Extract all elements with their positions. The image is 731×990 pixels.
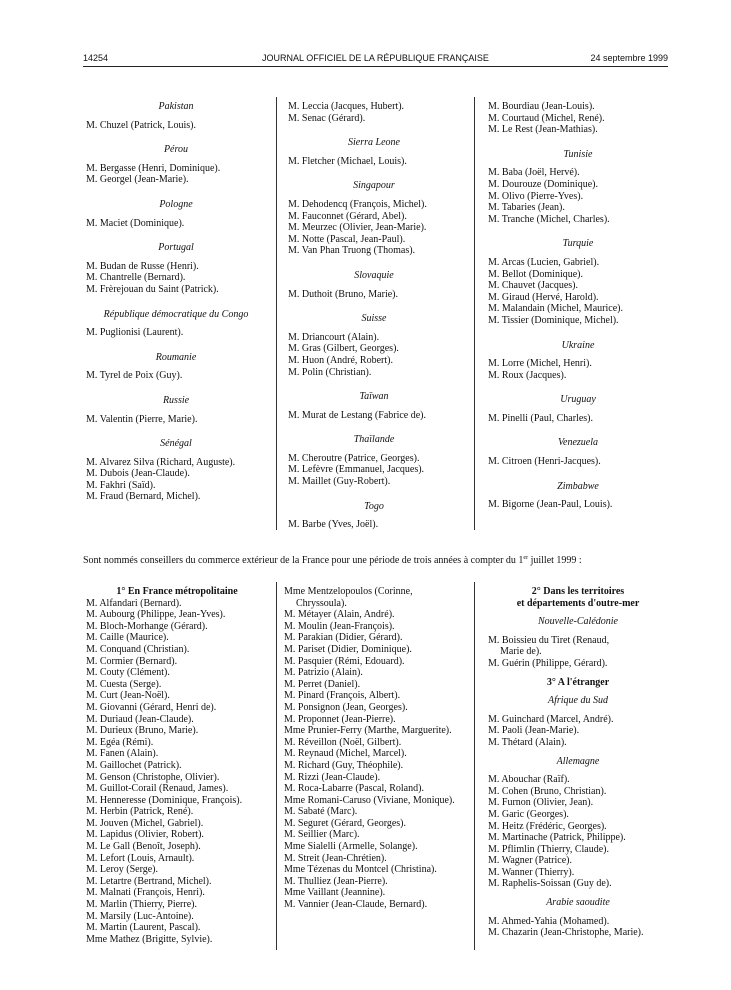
- country-heading: Pérou: [163, 144, 189, 156]
- name-entry: M. Malandain (Michel, Maurice).: [488, 303, 623, 315]
- spacer: [488, 136, 668, 149]
- spacer: [288, 257, 460, 270]
- issue-date: 24 septembre 1999: [590, 53, 668, 63]
- name-entry: M. Pasquier (Rémi, Edouard).: [284, 655, 405, 667]
- name-entry: Mme Vaillant (Jeannine).: [284, 887, 386, 899]
- name-entry: Mme Tézenas du Montcel (Christina).: [284, 864, 437, 876]
- name-entry: M. Rizzi (Jean-Claude).: [284, 771, 381, 783]
- name-entry: M. Roca-Labarre (Pascal, Roland).: [284, 783, 424, 795]
- name-entry: M. Paoli (Jean-Marie).: [488, 725, 580, 737]
- spacer: [86, 131, 266, 144]
- name-entry: M. Martin (Laurent, Pascal).: [86, 922, 201, 934]
- name-entry: M. Henneresse (Dominique, François).: [86, 794, 243, 806]
- name-entry: M. Wagner (Patrice).: [488, 855, 572, 867]
- spacer: [288, 325, 460, 332]
- name-entry: M. Bigorne (Jean-Paul, Louis).: [488, 499, 613, 511]
- name-entry: M. Puglionisi (Laurent).: [86, 327, 184, 339]
- spacer: [288, 446, 460, 453]
- country-heading: Singapour: [353, 180, 395, 192]
- name-entry: M. Lorre (Michel, Henri).: [488, 358, 592, 370]
- name-entry: M. Alvarez Silva (Richard, Auguste).: [86, 456, 236, 468]
- section-heading: 1° En France métropolitaine: [116, 586, 238, 597]
- bottom-column-2: [284, 586, 474, 911]
- spacer: [488, 670, 668, 677]
- country-heading: Tunisie: [563, 148, 593, 160]
- country-heading: Venezuela: [558, 437, 598, 449]
- name-entry: M. Tabaries (Jean).: [488, 202, 565, 214]
- name-entry: M. Bergasse (Henri, Dominique).: [86, 162, 221, 174]
- spacer: [288, 421, 460, 434]
- country-heading: Thaïlande: [353, 434, 395, 446]
- name-entry: M. Herbin (Patrick, René).: [86, 806, 194, 818]
- name-entry: M. Courtaud (Michel, René).: [488, 112, 605, 124]
- spacer: [488, 351, 668, 358]
- name-entry: M. Senac (Gérard).: [288, 112, 366, 124]
- name-entry: M. Heitz (Frédéric, Georges).: [488, 820, 607, 832]
- name-entry: M. Cohen (Bruno, Christian).: [488, 785, 607, 797]
- spacer: [86, 296, 266, 309]
- name-entry: M. Patrizio (Alain).: [284, 667, 363, 679]
- name-entry: M. Moulin (Jean-François).: [284, 620, 395, 632]
- name-entry: M. Pinelli (Paul, Charles).: [488, 412, 593, 424]
- name-entry: M. Giraud (Hervé, Harold).: [488, 291, 599, 303]
- spacer: [86, 450, 266, 457]
- name-entry: M. Métayer (Alain, André).: [284, 609, 395, 621]
- spacer: [288, 378, 460, 391]
- spacer: [488, 160, 668, 167]
- name-entry: M. Duriaud (Jean-Claude).: [86, 713, 194, 725]
- country-heading: Ukraine: [561, 339, 595, 351]
- name-entry: M. Genson (Christophe, Olivier).: [86, 771, 220, 783]
- name-entry: M. Duthoit (Bruno, Marie).: [288, 288, 398, 300]
- page-number: 14254: [83, 53, 109, 63]
- column-divider: [474, 582, 475, 950]
- top-column-2: [288, 101, 460, 531]
- country-heading: Arabie saoudite: [546, 897, 610, 909]
- name-entry: M. Streit (Jean-Chrétien).: [284, 852, 387, 864]
- section-heading: 2° Dans les territoires: [531, 586, 625, 597]
- country-heading: Roumanie: [155, 351, 197, 363]
- name-entry: M. Marsily (Luc-Antoine).: [86, 910, 194, 922]
- name-entry: M. Driancourt (Alain).: [288, 331, 380, 343]
- spacer: [488, 749, 668, 756]
- spacer: [288, 403, 460, 410]
- name-entry: M. Giovanni (Gérard, Henri de).: [86, 701, 217, 713]
- spacer: [488, 250, 668, 257]
- spacer: [488, 909, 668, 916]
- spacer: [488, 424, 668, 437]
- name-entry: Mme Romani-Caruso (Viviane, Monique).: [284, 794, 455, 806]
- name-entry: M. Bellot (Dominique).: [488, 268, 583, 280]
- name-entry: M. Gaillochet (Patrick).: [86, 759, 182, 771]
- header-rule: [83, 66, 668, 67]
- name-entry: M. Tissier (Dominique, Michel).: [488, 314, 619, 326]
- column-divider: [474, 97, 475, 530]
- spacer: [288, 124, 460, 137]
- name-entry: M. Jouven (Michel, Gabriel).: [86, 817, 204, 829]
- name-entry: M. Van Phan Truong (Thomas).: [288, 245, 416, 257]
- name-entry: M. Leroy (Serge).: [86, 864, 159, 876]
- name-entry: M. Meurzec (Olivier, Jean-Marie).: [288, 222, 427, 234]
- name-entry: M. Bloch-Morhange (Gérard).: [86, 620, 208, 632]
- spacer: [288, 300, 460, 313]
- name-entry: M. Le Gall (Benoît, Joseph).: [86, 841, 201, 853]
- top-column-3: [488, 101, 668, 511]
- name-entry: M. Pflimlin (Thierry, Claude).: [488, 843, 609, 855]
- page-header: [83, 53, 668, 65]
- country-heading: Zimbabwe: [557, 480, 599, 492]
- name-entry: M. Dubois (Jean-Claude).: [86, 468, 190, 480]
- name-entry: M. Notte (Pascal, Jean-Paul).: [288, 233, 406, 245]
- name-entry: M. Parakian (Didier, Gérard).: [284, 632, 403, 644]
- country-heading: Turquie: [562, 238, 594, 250]
- name-entry: M. Lefèvre (Emmanuel, Jacques).: [288, 464, 425, 476]
- country-heading: Sierra Leone: [348, 137, 400, 149]
- name-entry: M. Cuesta (Serge).: [86, 678, 162, 690]
- country-heading: Togo: [364, 500, 384, 512]
- name-entry: M. Thulliez (Jean-Pierre).: [284, 875, 388, 887]
- name-continuation: Chryssoula).: [296, 597, 347, 609]
- name-entry: M. Leccia (Jacques, Hubert).: [288, 101, 405, 112]
- name-entry: M. Marlin (Thierry, Pierre).: [86, 899, 197, 911]
- name-entry: M. Citroen (Henri-Jacques).: [488, 456, 601, 468]
- spacer: [86, 363, 266, 370]
- name-entry: M. Abouchar (Raïf).: [488, 774, 570, 786]
- name-entry: M. Baba (Joël, Hervé).: [488, 167, 580, 179]
- country-heading: Taïwan: [359, 391, 389, 403]
- name-entry: M. Garic (Georges).: [488, 808, 569, 820]
- name-entry: M. Murat de Lestang (Fabrice de).: [288, 409, 427, 421]
- spacer: [288, 512, 460, 519]
- name-entry: M. Tranche (Michel, Charles).: [488, 213, 610, 225]
- country-heading: Pologne: [159, 198, 193, 210]
- name-entry: M. Proponnet (Jean-Pierre).: [284, 713, 396, 725]
- name-entry: M. Aubourg (Philippe, Jean-Yves).: [86, 609, 226, 621]
- country-heading: Sénégal: [160, 438, 192, 450]
- statement-text: Sont nommés conseillers du commerce extérieur de la France pour une période de trois années à compter du 1: [83, 555, 524, 566]
- spacer: [86, 211, 266, 218]
- name-entry: Mme Mathez (Brigitte, Sylvie).: [86, 933, 213, 945]
- name-entry: M. Dehodencq (François, Michel).: [288, 198, 427, 210]
- spacer: [288, 192, 460, 199]
- spacer: [86, 320, 266, 327]
- spacer: [488, 449, 668, 456]
- name-entry: M. Malnati (François, Henri).: [86, 887, 205, 899]
- name-entry: M. Raphelis-Soissan (Guy de).: [488, 878, 612, 890]
- spacer: [86, 425, 266, 438]
- spacer: [488, 225, 668, 238]
- name-entry: Mme Sialelli (Armelle, Solange).: [284, 841, 418, 853]
- country-heading: République démocratique du Congo: [103, 308, 249, 320]
- country-heading: Nouvelle-Calédonie: [538, 616, 618, 628]
- name-entry: M. Egéa (Rémi).: [86, 736, 154, 748]
- spacer: [488, 707, 668, 714]
- spacer: [488, 406, 668, 413]
- name-entry: M. Maciet (Dominique).: [86, 217, 185, 229]
- name-entry: M. Lefort (Louis, Arnault).: [86, 852, 195, 864]
- name-entry: M. Polin (Christian).: [288, 366, 372, 378]
- name-entry: M. Sabaté (Marc).: [284, 806, 358, 818]
- spacer: [288, 488, 460, 501]
- country-heading: Allemagne: [556, 755, 600, 767]
- spacer: [488, 767, 668, 774]
- spacer: [488, 327, 668, 340]
- spacer: [86, 229, 266, 242]
- country-heading: Pakistan: [158, 101, 194, 112]
- name-entry: M. Fraud (Bernard, Michel).: [86, 491, 201, 503]
- spacer: [86, 254, 266, 261]
- top-column-1: [86, 101, 266, 503]
- name-entry: M. Georgel (Jean-Marie).: [86, 174, 189, 186]
- name-entry: Mme Mentzelopoulos (Corinne,: [284, 586, 413, 597]
- name-entry: M. Conquand (Christian).: [86, 643, 190, 655]
- name-entry: M. Guillot-Corail (Renaud, James).: [86, 783, 229, 795]
- statement-superscript: er: [523, 555, 529, 561]
- name-entry: M. Cormier (Bernard).: [86, 655, 178, 667]
- name-entry: M. Guérin (Philippe, Gérard).: [488, 657, 608, 669]
- name-entry: M. Pariset (Didier, Dominique).: [284, 643, 412, 655]
- spacer: [488, 381, 668, 394]
- name-entry: M. Chantrelle (Bernard).: [86, 272, 186, 284]
- spacer: [488, 890, 668, 897]
- country-heading: Portugal: [158, 242, 194, 254]
- column-divider: [276, 97, 277, 530]
- spacer: [488, 628, 668, 635]
- name-entry: M. Alfandari (Bernard).: [86, 597, 182, 609]
- bottom-column-3: [488, 586, 668, 939]
- name-entry: M. Chauvet (Jacques).: [488, 280, 578, 292]
- name-entry: M. Thétard (Alain).: [488, 736, 567, 748]
- name-entry: M. Vannier (Jean-Claude, Bernard).: [284, 899, 428, 911]
- name-entry: M. Reynaud (Michel, Marcel).: [284, 748, 407, 760]
- name-entry: M. Olivo (Pierre-Yves).: [488, 190, 584, 202]
- name-entry: M. Chazarin (Jean-Christophe, Marie).: [488, 927, 644, 939]
- spacer: [86, 156, 266, 163]
- name-entry: M. Couty (Clément).: [86, 667, 170, 679]
- statement-tail: juillet 1999 :: [528, 555, 582, 566]
- spacer: [488, 688, 668, 695]
- name-entry: M. Martinache (Patrick, Philippe).: [488, 832, 626, 844]
- spacer: [288, 282, 460, 289]
- journal-title: JOURNAL OFFICIEL DE LA RÉPUBLIQUE FRANÇAISE: [262, 53, 489, 63]
- bottom-column-1: [86, 586, 268, 945]
- name-entry: M. Durieux (Bruno, Marie).: [86, 725, 199, 737]
- spacer: [488, 609, 668, 616]
- spacer: [86, 339, 266, 352]
- name-entry: M. Guinchard (Marcel, André).: [488, 713, 614, 725]
- name-entry: M. Curt (Jean-Noël).: [86, 690, 170, 702]
- name-entry: M. Huon (André, Robert).: [288, 354, 393, 366]
- spacer: [86, 186, 266, 199]
- name-entry: M. Caille (Maurice).: [86, 632, 169, 644]
- name-entry: M. Wanner (Thierry).: [488, 866, 575, 878]
- name-entry: M. Barbe (Yves, Joël).: [288, 519, 379, 531]
- country-heading: Russie: [162, 394, 190, 406]
- section-heading: 3° A l'étranger: [546, 676, 610, 688]
- name-entry: M. Fletcher (Michael, Louis).: [288, 155, 407, 167]
- name-entry: Mme Prunier-Ferry (Marthe, Marguerite).: [284, 725, 452, 737]
- name-entry: M. Chuzel (Patrick, Louis).: [86, 119, 196, 131]
- name-entry: M. Maillet (Guy-Robert).: [288, 476, 391, 488]
- name-continuation: Marie de).: [500, 646, 542, 658]
- country-heading: Afrique du Sud: [548, 695, 608, 707]
- name-entry: M. Dourouze (Dominique).: [488, 178, 598, 190]
- appointment-statement: [83, 555, 668, 566]
- name-entry: M. Perret (Daniel).: [284, 678, 361, 690]
- spacer: [86, 382, 266, 395]
- country-heading: Suisse: [361, 313, 387, 325]
- name-entry: M. Lapidus (Olivier, Robert).: [86, 829, 204, 841]
- name-entry: M. Cheroutre (Patrice, Georges).: [288, 452, 420, 464]
- name-entry: M. Letartre (Bertrand, Michel).: [86, 875, 212, 887]
- name-entry: M. Bourdiau (Jean-Louis).: [488, 101, 595, 112]
- spacer: [488, 492, 668, 499]
- name-entry: M. Gras (Gilbert, Georges).: [288, 343, 399, 355]
- spacer: [86, 407, 266, 414]
- name-entry: M. Fanen (Alain).: [86, 748, 159, 760]
- name-entry: M. Réveillon (Noël, Gilbert).: [284, 736, 402, 748]
- section-heading: et départements d'outre-mer: [516, 597, 640, 609]
- name-entry: M. Furnon (Olivier, Jean).: [488, 797, 594, 809]
- name-entry: M. Pinard (François, Albert).: [284, 690, 401, 702]
- spacer: [86, 113, 266, 120]
- country-heading: Uruguay: [560, 394, 596, 406]
- name-entry: M. Fauconnet (Gérard, Abel).: [288, 210, 407, 222]
- spacer: [488, 468, 668, 481]
- name-entry: M. Valentin (Pierre, Marie).: [86, 413, 198, 425]
- column-divider: [276, 582, 277, 950]
- name-entry: M. Arcas (Lucien, Gabriel).: [488, 256, 600, 268]
- country-heading: Slovaquie: [354, 269, 394, 281]
- name-entry: M. Tyrel de Poix (Guy).: [86, 370, 183, 382]
- name-entry: M. Seillier (Marc).: [284, 829, 360, 841]
- name-entry: M. Budan de Russe (Henri).: [86, 260, 199, 272]
- name-entry: M. Frèrejouan du Saint (Patrick).: [86, 283, 219, 295]
- spacer: [288, 167, 460, 180]
- name-entry: M. Richard (Guy, Théophile).: [284, 759, 404, 771]
- name-entry: M. Fakhri (Saïd).: [86, 479, 156, 491]
- name-entry: M. Ponsignon (Jean, Georges).: [284, 701, 408, 713]
- spacer: [288, 149, 460, 156]
- name-entry: M. Ahmed-Yahia (Mohamed).: [488, 915, 610, 927]
- name-entry: M. Seguret (Gérard, Georges).: [284, 817, 406, 829]
- name-entry: M. Roux (Jacques).: [488, 369, 567, 381]
- name-entry: M. Boissieu du Tiret (Renaud,: [488, 634, 610, 646]
- name-entry: M. Le Rest (Jean-Mathias).: [488, 124, 598, 136]
